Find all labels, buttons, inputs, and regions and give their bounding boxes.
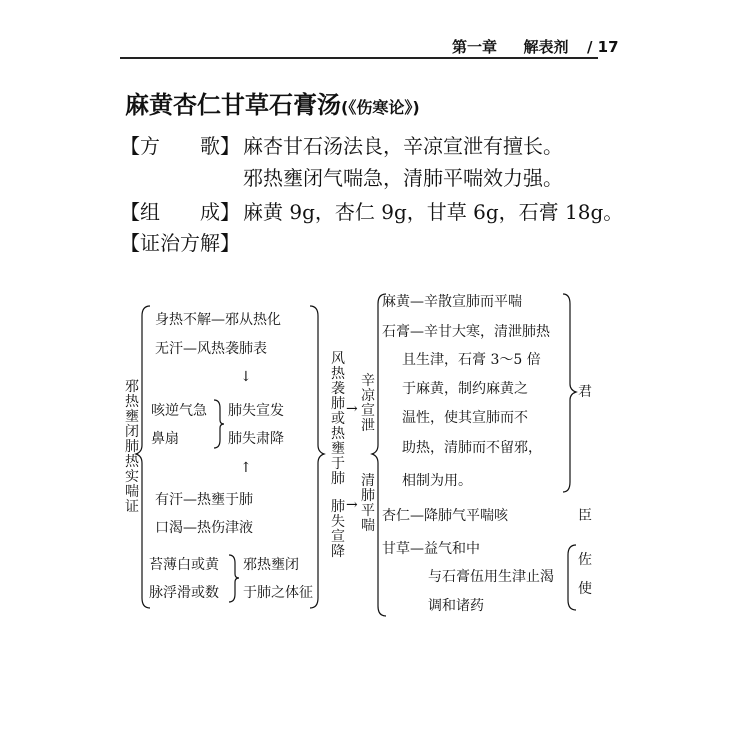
symptom-2: 无汗—风热袭肺表 bbox=[155, 341, 267, 357]
symptom-5: 口渴—热伤津液 bbox=[155, 520, 253, 536]
herb-gancao-2: 与石膏伍用生津止渴 bbox=[428, 569, 554, 585]
section-label: 解表剂 bbox=[523, 38, 569, 56]
formula-source: (《伤寒论》) bbox=[341, 98, 420, 117]
symptom-1: 身热不解—邪从热化 bbox=[155, 312, 281, 328]
zuoshi-brace bbox=[568, 545, 576, 610]
analysis-label: 【证治方解】 bbox=[120, 231, 240, 255]
herb-gancao: 甘草—益气和中 bbox=[382, 541, 480, 557]
composition-label: 【组 成】 bbox=[120, 200, 240, 224]
symptom-pulse: 脉浮滑或数 bbox=[149, 585, 219, 601]
herb-shigao: 石膏—辛甘大寒，清泄肺热 bbox=[382, 324, 550, 340]
herb-shigao-4: 温性，使其宣肺而不 bbox=[402, 410, 528, 426]
herb-xingren: 杏仁—降肺气平喘咳 bbox=[382, 508, 508, 524]
arrow-up: ↑ bbox=[240, 460, 252, 476]
page-number: / 17 bbox=[586, 38, 619, 56]
role-zuo: 佐 bbox=[578, 552, 592, 568]
song-line-2: 邪热壅闭气喘急，清肺平喘效力强。 bbox=[243, 166, 563, 190]
herb-shigao-3: 于麻黄，制约麻黄之 bbox=[402, 381, 528, 397]
herb-shigao-2: 且生津，石膏 3～5 倍 bbox=[402, 352, 541, 368]
tongue-brace bbox=[229, 555, 239, 602]
arrow-right-1: → bbox=[346, 401, 358, 417]
symptoms-brace bbox=[310, 306, 324, 608]
symptom-4: 有汗—热壅于肺 bbox=[155, 492, 253, 508]
sign-heat-2: 于肺之体征 bbox=[243, 585, 313, 601]
jun-brace bbox=[563, 294, 576, 492]
symptom-nose: 鼻扇 bbox=[151, 431, 179, 447]
role-chen: 臣 bbox=[578, 508, 592, 524]
therapy-2: 清肺平喘 bbox=[361, 473, 375, 534]
herb-shigao-6: 相制为用。 bbox=[402, 473, 472, 489]
arrow-down: ↓ bbox=[240, 369, 252, 385]
role-jun: 君 bbox=[578, 384, 592, 400]
role-shi: 使 bbox=[578, 581, 592, 597]
herb-mahuang: 麻黄—辛散宣肺而平喘 bbox=[382, 294, 522, 310]
arrow-right-2: → bbox=[346, 497, 358, 513]
song-line-1: 麻杏甘石汤法良，辛凉宣泄有擅长。 bbox=[243, 134, 563, 158]
syndrome-label: 邪热壅闭肺热实喘证 bbox=[125, 379, 139, 515]
chapter-label: 第一章 bbox=[452, 38, 498, 56]
composition-text: 麻黄 9g，杏仁 9g，甘草 6g，石膏 18g。 bbox=[243, 200, 624, 224]
herb-shigao-5: 助热，清肺而不留邪， bbox=[402, 440, 542, 456]
symptom-cough: 咳逆气急 bbox=[151, 403, 207, 419]
symptom-tongue: 苔薄白或黄 bbox=[149, 557, 219, 573]
pathogenesis: 风热袭肺或热壅于肺 bbox=[331, 351, 345, 487]
mechanism-lung-descent: 肺失肃降 bbox=[228, 431, 284, 447]
mechanism-lung-dispersal: 肺失宣发 bbox=[228, 403, 284, 419]
song-label: 【方 歌】 bbox=[120, 134, 240, 158]
sign-heat-1: 邪热壅闭 bbox=[243, 557, 299, 573]
herbs-brace bbox=[372, 294, 386, 616]
pathogenesis-2: 肺失宣降 bbox=[331, 499, 345, 560]
herb-gancao-3: 调和诸药 bbox=[428, 598, 484, 614]
therapy-1: 辛凉宣泄 bbox=[361, 373, 375, 434]
formula-name: 麻黄杏仁甘草石膏汤 bbox=[125, 91, 341, 119]
cough-brace bbox=[214, 400, 224, 448]
